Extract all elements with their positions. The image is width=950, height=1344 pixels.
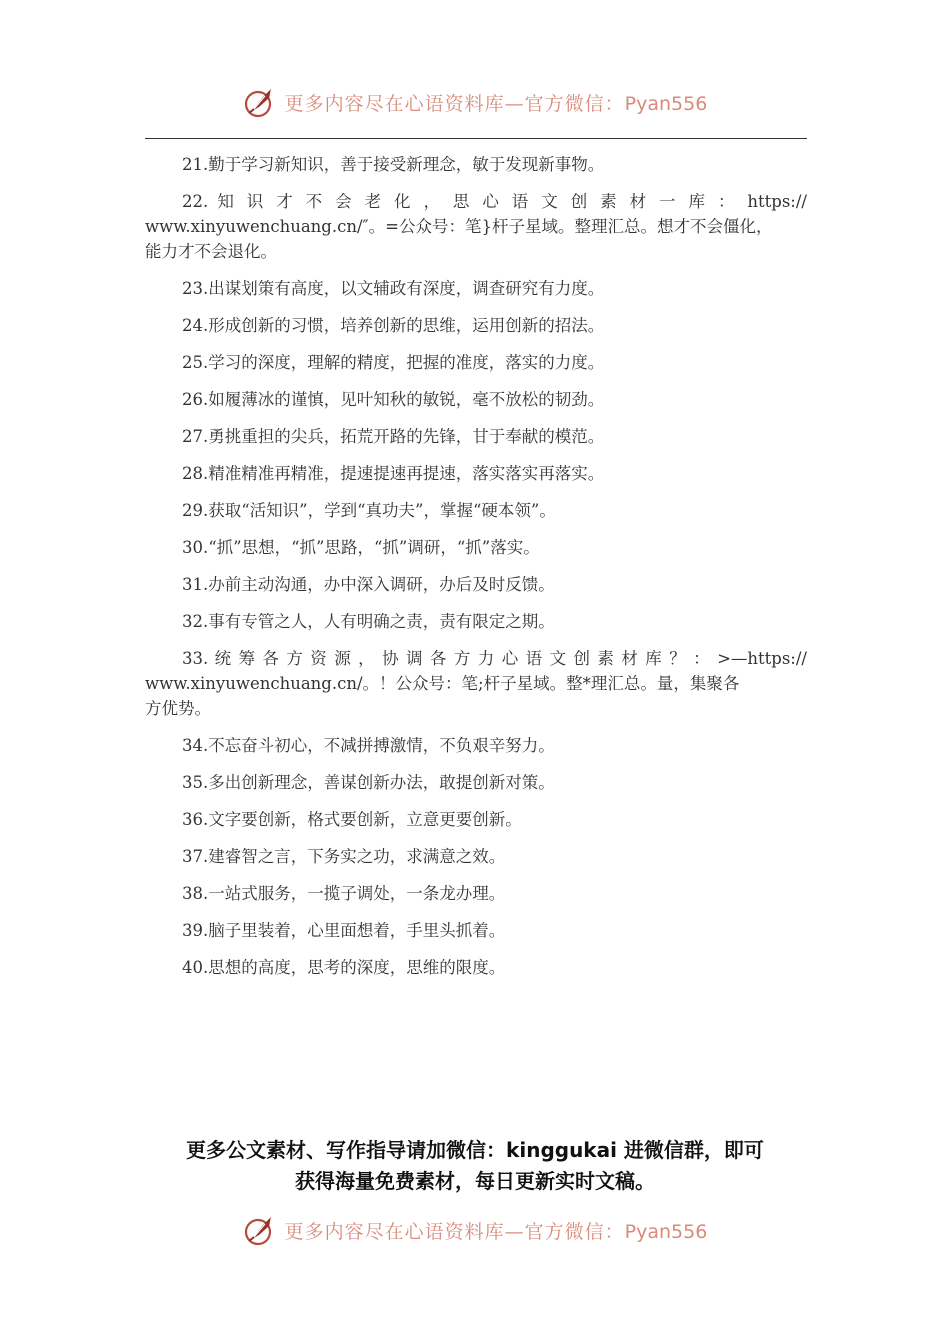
list-item: 24.形成创新的习惯，培养创新的思维，运用创新的招法。: [182, 316, 605, 335]
list-item: 38.一站式服务，一揽子调处，一条龙办理。: [182, 884, 506, 903]
footer-cta-line: 更多公文素材、写作指导请加微信：kinggukai 进微信群，即可: [186, 1138, 764, 1162]
list-item: 36.文字要创新，格式要创新，立意更要创新。: [182, 810, 522, 829]
list-item: 21.勤于学习新知识，善于接受新理念，敏于发现新事物。: [182, 155, 605, 174]
footer-cta: [0, 1135, 950, 1197]
footer-cta-line: 获得海量免费素材，每日更新实时文稿。: [295, 1169, 655, 1193]
list-item: 39.脑子里装着，心里面想着，手里头抓着。: [182, 921, 506, 940]
list-item: 26.如履薄冰的谨慎，见叶知秋的敏锐，毫不放松的韧劲。: [182, 390, 605, 409]
list-item: 30.“抓”思想，“抓”思路，“抓”调研，“抓”落实。: [182, 538, 540, 557]
footer-banner-text: 更多内容尽在心语资料库—官方微信：Pyan556: [284, 1220, 708, 1243]
document-body: [145, 152, 807, 992]
list-item: 37.建睿智之言，下务实之功，求满意之效。: [182, 847, 506, 866]
list-item: 32.事有专管之人，人有明确之责，责有限定之期。: [182, 612, 555, 631]
list-item: 35.多出创新理念，善谋创新办法，敢提创新对策。: [182, 773, 555, 792]
list-item: 27.勇挑重担的尖兵，拓荒开路的先锋，甘于奉献的模范。: [182, 427, 605, 446]
header-banner-text: 更多内容尽在心语资料库—官方微信：Pyan556: [284, 92, 708, 115]
list-item: 25.学习的深度，理解的精度，把握的准度，落实的力度。: [182, 353, 605, 372]
footer-banner: [0, 1208, 950, 1252]
quill-pen-logo-icon: [243, 1213, 277, 1247]
list-item: 29.获取“活知识”，学到“真功夫”，掌握“硬本领”。: [182, 501, 556, 520]
list-item: 28.精准精准再精准，提速提速再提速，落实落实再落实。: [182, 464, 605, 483]
list-item: 31.办前主动沟通，办中深入调研，办后及时反馈。: [182, 575, 555, 594]
header-divider: [145, 138, 807, 139]
list-item: 22. 知 识 才 不 会 老 化 ， 思 心 语 文 创 素 材 一 库 ： https:// www.xinyuwenchuang.cn/″。=公众号：笔}杆子星域。整理汇总。想才不会僵化， 能力才不会退化。: [145, 192, 807, 261]
list-item: 34.不忘奋斗初心，不减拼搏激情，不负艰辛努力。: [182, 736, 555, 755]
quill-pen-logo-icon: [243, 85, 277, 119]
header-banner: [0, 80, 950, 124]
list-item: 33. 统 筹 各 方 资 源 ， 协 调 各 方 力 心 语 文 创 素 材 库 ？ ： >—https:// www.xinyuwenchuang.cn/。！公众号：笔;杆子星域。整*理汇总。量，集聚各 方优势。: [145, 649, 807, 718]
list-item: 40.思想的高度，思考的深度，思维的限度。: [182, 958, 506, 977]
list-item: 23.出谋划策有高度，以文辅政有深度，调查研究有力度。: [182, 279, 605, 298]
